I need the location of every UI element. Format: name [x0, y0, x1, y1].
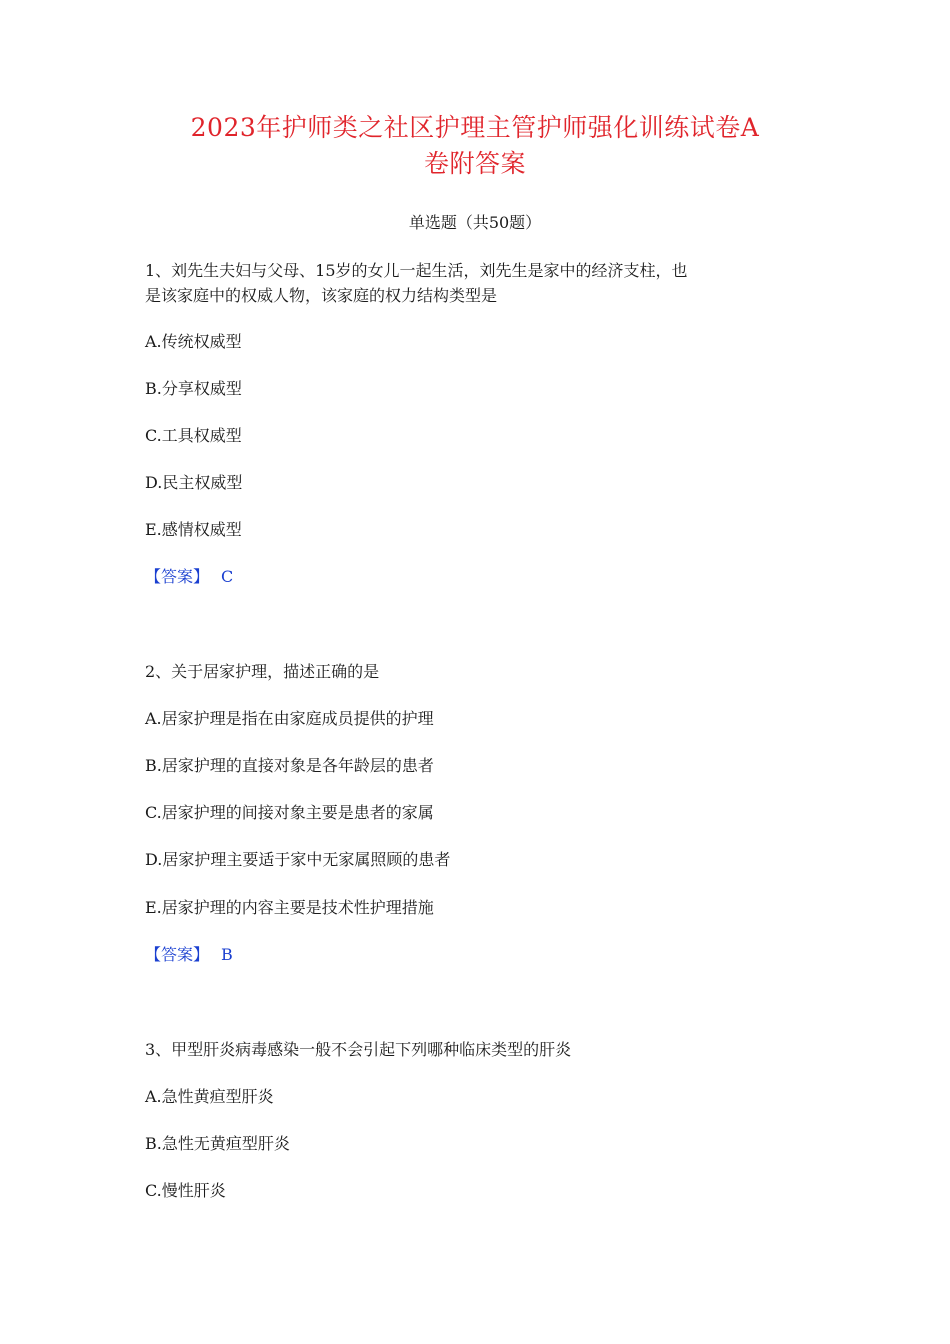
question-3-option-b: B.急性无黄疸型肝炎 [145, 1134, 290, 1153]
question-2-answer [145, 943, 805, 967]
answer-label: 【答案】 [145, 567, 210, 586]
question-2-option-c: C.居家护理的间接对象主要是患者的家属 [145, 803, 434, 822]
question-1-option-d: D.民主权威型 [145, 473, 243, 492]
answer-value: B [221, 945, 233, 964]
question-2-option-a: A.居家护理是指在由家庭成员提供的护理 [145, 709, 434, 728]
document-title-line-1: 2023年护师类之社区护理主管护师强化训练试卷A [190, 113, 760, 142]
question-2-option-d: D.居家护理主要适于家中无家属照顾的患者 [145, 850, 451, 869]
question-1-stem-line-1: 1、刘先生夫妇与父母、15岁的女儿一起生活，刘先生是家中的经济支柱，也 [145, 261, 688, 280]
answer-label: 【答案】 [145, 945, 210, 964]
question-1-option-a: A.传统权威型 [145, 332, 242, 351]
answer-value: C [221, 567, 234, 586]
question-2-option-e: E.居家护理的内容主要是技术性护理措施 [145, 898, 434, 917]
question-1-option-c: C.工具权威型 [145, 426, 242, 445]
question-1-answer [145, 565, 805, 589]
question-3-stem-line-1: 3、甲型肝炎病毒感染一般不会引起下列哪种临床类型的肝炎 [145, 1040, 572, 1059]
question-1-stem-line-2: 是该家庭中的权威人物，该家庭的权力结构类型是 [145, 286, 498, 305]
question-3-option-a: A.急性黄疸型肝炎 [145, 1087, 274, 1106]
question-1-option-e: E.感情权威型 [145, 520, 242, 539]
question-2-option-b: B.居家护理的直接对象是各年龄层的患者 [145, 756, 434, 775]
section-header: 单选题（共50题） [408, 213, 542, 232]
question-3-option-c: C.慢性肝炎 [145, 1181, 226, 1200]
question-1-option-b: B.分享权威型 [145, 379, 242, 398]
question-2-stem-line-1: 2、关于居家护理，描述正确的是 [145, 662, 380, 681]
document-title-line-2: 卷附答案 [423, 149, 526, 178]
